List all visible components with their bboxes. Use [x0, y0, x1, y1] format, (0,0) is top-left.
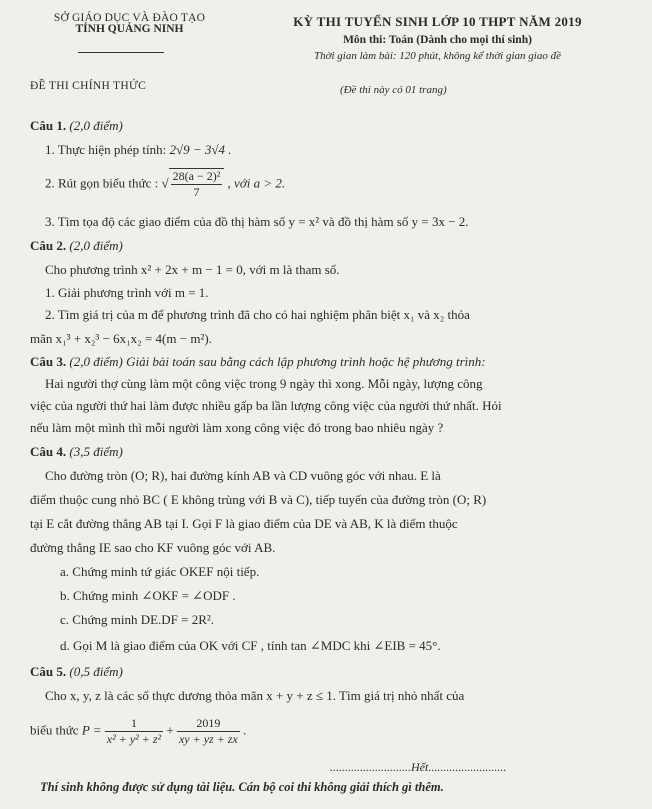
q5-title: Câu 5. — [30, 664, 67, 679]
q4-title: Câu 4. — [30, 444, 67, 459]
q2-intro: Cho phương trình x² + 2x + m − 1 = 0, với m là tham số. — [45, 262, 340, 277]
q4-line4: đường thẳng IE sao cho KF vuông góc với AB. — [30, 540, 276, 555]
q4-heading — [30, 444, 123, 460]
q3-line3: nếu làm một mình thì mỗi người làm xong công việc đó trong bao nhiêu ngày ? — [30, 420, 444, 435]
exam-title: KỲ THI TUYỂN SINH LỚP 10 THPT NĂM 2019 — [293, 14, 582, 29]
header-right — [240, 14, 635, 62]
q5-expression — [30, 716, 246, 747]
footer-note: Thí sinh không được sử dụng tài liệu. Cán bộ coi thi không giải thích gì thêm. — [40, 780, 444, 794]
q1-title: Câu 1. — [30, 118, 67, 133]
q5-fraction-2-denominator: xy + yz + zx — [178, 732, 238, 746]
exam-time: Thời gian làm bài: 120 phút, không kể thời gian giao đề — [313, 50, 561, 62]
header-divider — [78, 52, 164, 53]
page-count-note: (Đề thi này có 01 trang) — [340, 84, 447, 96]
q3-points: (2,0 điểm) — [69, 354, 123, 369]
q4-part-a: a. Chứng minh tứ giác OKEF nội tiếp. — [60, 564, 260, 579]
q5-fraction-2 — [177, 716, 240, 747]
q5-period: . — [243, 722, 247, 738]
q1-part1-expr: 2√9 − 3√4 . — [169, 142, 232, 157]
q1-part2-numerator: 28(a − 2)² — [172, 169, 221, 183]
q5-points: (0,5 điểm) — [69, 664, 123, 679]
q5-fraction-2-numerator: 2019 — [177, 716, 240, 732]
q5-fraction-1-numerator: 1 — [105, 716, 163, 732]
official-label: ĐỀ THI CHÍNH THỨC — [30, 80, 147, 92]
q4-line2: điểm thuộc cung nhỏ BC ( E không trùng với B và C), tiếp tuyến của đường tròn (O; R) — [30, 492, 487, 507]
q4-points: (3,5 điểm) — [69, 444, 123, 459]
q2-part1: 1. Giải phương trình với m = 1. — [45, 285, 209, 300]
q1-part2-text: 2. Rút gọn biểu thức : — [45, 175, 159, 191]
q3-line1: Hai người thợ cùng làm một công việc trong 9 ngày thì xong. Mỗi ngày, lượng công — [45, 376, 483, 391]
q5-line2: biểu thức — [30, 722, 79, 738]
q5-fraction-1 — [105, 716, 163, 747]
q4-part-b: b. Chứng minh ∠OKF = ∠ODF . — [60, 588, 236, 603]
q1-part2 — [45, 168, 285, 200]
q5-heading — [30, 664, 123, 680]
q2-points: (2,0 điểm) — [69, 238, 123, 253]
q1-part1-text: 1. Thực hiện phép tính: — [45, 142, 167, 157]
q5-p-label: P = — [81, 722, 102, 738]
q3-title: Câu 3. — [30, 354, 67, 369]
sqrt-sign: √ — [161, 175, 169, 191]
q2-part2-condition: mãn x₁³ + x₂³ − 6x₁x₂ = 4(m − m²). — [30, 331, 212, 346]
q4-part-c: c. Chứng minh DE.DF = 2R². — [60, 612, 215, 627]
q1-part2-condition: , với a > 2. — [227, 175, 286, 191]
q1-heading — [30, 118, 123, 134]
q5-plus: + — [166, 722, 174, 738]
q1-part2-radicand — [169, 168, 225, 200]
q5-line1: Cho x, y, z là các số thực dương thỏa mãn x + y + z ≤ 1. Tìm giá trị nhỏ nhất của — [45, 688, 465, 703]
province-name: TỈNH QUẢNG NINH — [75, 23, 184, 35]
end-marker: ...........................Hết.......................... — [330, 760, 507, 774]
q1-part1 — [45, 142, 232, 158]
q3-lead: Giải bài toán sau bằng cách lập phương trình hoặc hệ phương trình: — [126, 354, 486, 369]
q4-line3: tại E cắt đường thẳng AB tại I. Gọi F là giao điểm của DE và AB, K là điểm thuộc — [30, 516, 458, 531]
q1-part2-fraction — [171, 169, 223, 200]
q1-points: (2,0 điểm) — [69, 118, 123, 133]
q4-line1: Cho đường tròn (O; R), hai đường kính AB và CD vuông góc với nhau. E là — [45, 468, 441, 483]
q3-line2: việc của người thứ hai làm được nhiều gấp ba lần lượng công việc của người thứ nhất. Hỏi — [30, 398, 502, 413]
q2-part2: 2. Tìm giá trị của m để phương trình đã cho có hai nghiệm phân biệt x₁ và x₂ thỏa — [45, 307, 470, 322]
header-left — [22, 12, 237, 35]
q1-part2-denominator: 7 — [193, 185, 200, 199]
q4-part-d: d. Gọi M là giao điểm của OK với CF , tính tan ∠MDC khi ∠EIB = 45°. — [60, 638, 441, 653]
q2-title: Câu 2. — [30, 238, 67, 253]
q1-part3: 3. Tìm tọa độ các giao điểm của đồ thị hàm số y = x² và đồ thị hàm số y = 3x − 2. — [45, 214, 469, 229]
q5-fraction-1-denominator: x² + y² + z² — [106, 732, 162, 746]
q3-heading — [30, 354, 486, 370]
q2-heading — [30, 238, 123, 254]
department-name: SỞ GIÁO DỤC VÀ ĐÀO TẠO — [53, 12, 206, 24]
exam-subject: Môn thi: Toán (Dành cho mọi thí sinh) — [343, 34, 532, 46]
